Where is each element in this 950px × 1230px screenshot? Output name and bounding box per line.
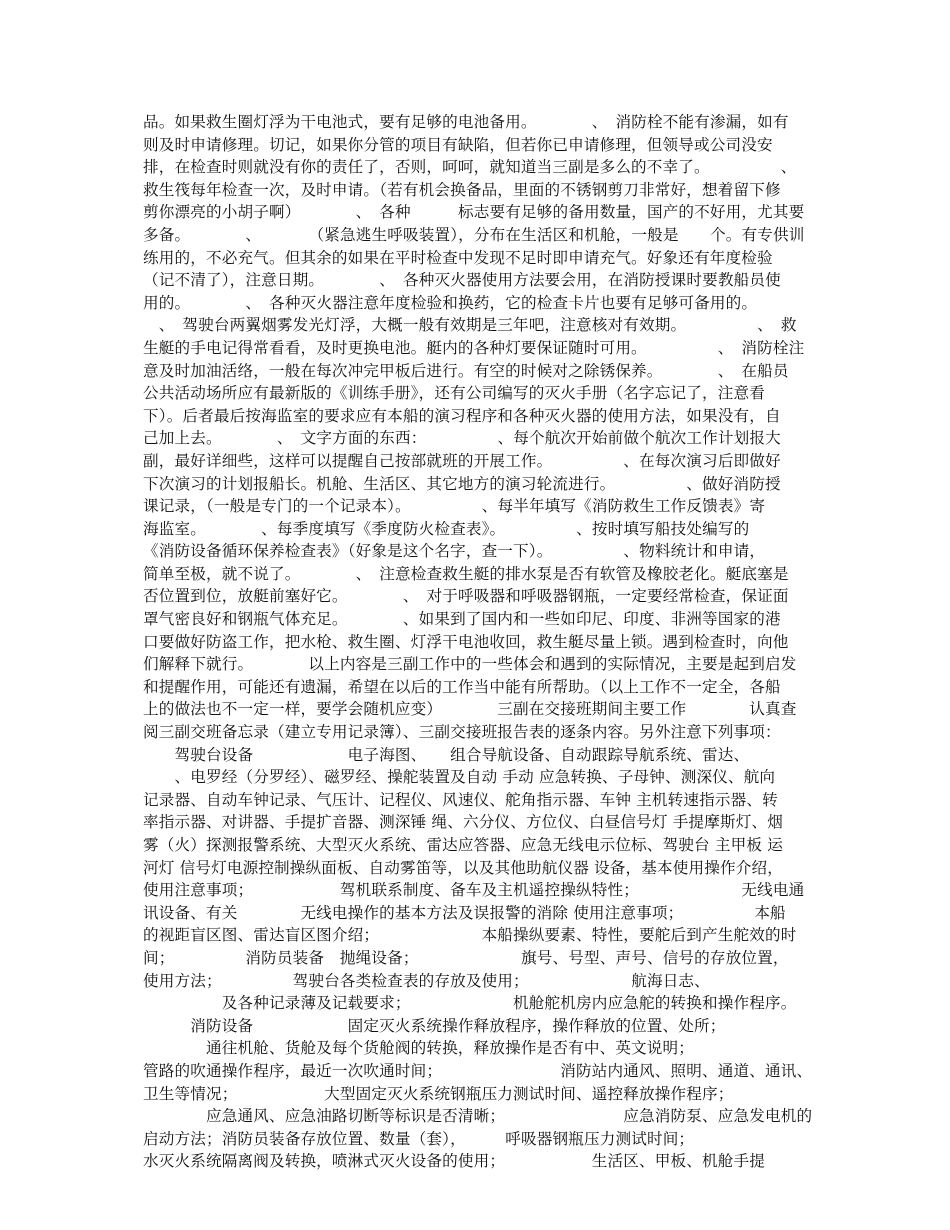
document-body [143, 111, 815, 1173]
text-line: 水灭火系统隔离阀及转换，喷淋式灭火设备的使用； 生活区、甲板、机舱手提 [143, 1152, 765, 1171]
text-line: 们解释下就行。 以上内容是三副工作中的一些体会和遇到的实际情况，主要是起到启发 [143, 655, 797, 674]
text-line: 剪你漂亮的小胡子啊） 、 各种 标志要有足够的备用数量，国产的不好用，尤其要 [143, 203, 805, 222]
text-line: 间； 消防员装备 抛绳设备； 旗号、号型、声号、信号的存放位置， [143, 948, 789, 967]
text-line: 课记录，（一般是专门的一个记录本）。 、每半年填写《消防救生工作反馈表》寄 [143, 497, 766, 516]
text-line: 和提醒作用，可能还有遗漏，希望在以后的工作当中能有所帮助。（以上工作不一定全，各船 [143, 677, 781, 696]
text-line: 河灯 信号灯电源控制操纵面板、自动雾笛等，以及其他助航仪器 设备，基本使用操作介绍， [143, 858, 783, 877]
text-line: 《消防设备循环保养检查表》（好象是这个名字，查一下）。 、物料统计和申请， [143, 542, 766, 561]
text-line: 阅三副交班备忘录（建立专用记录簿）、三副交接班报告表的逐条内容。另外注意下列事项： [143, 723, 781, 742]
text-line: 己加上去。 、 文字方面的东西： 、每个航次开始前做个航次工作计划报大 [143, 429, 781, 448]
text-line: 公共活动场所应有最新版的《训练手册》，还有公司编写的灭火手册（名字忘记了，注意看 [143, 384, 765, 403]
text-line: 记录器、自动车钟记录、气压计、记程仪、风速仪、舵角指示器、车钟 主机转速指示器、转 [143, 790, 778, 809]
text-line: 的视距盲区图、雷达盲区图介绍； 本船操纵要素、特性，要舵后到产生舵效的时 [143, 926, 797, 945]
text-line: 否位置到位，放艇前塞好它。 、 对于呼吸器和呼吸器钢瓶，一定要经常检查，保证面 [143, 587, 789, 606]
text-line: 消防设备 固定灭火系统操作释放程序，操作释放的位置、处所； [143, 1016, 726, 1035]
text-line: 通往机舱、货舱及每个货舱阀的转换，释放操作是否有中、英文说明； [143, 1039, 695, 1058]
text-line: 海监室。 、每季度填写《季度防火检查表》。 、按时填写船技处编写的 [143, 519, 750, 538]
text-line: 练用的，不必充气。但其余的如果在平时检查中发现不足时即申请充气。好象还有年度检验 [143, 248, 773, 267]
text-line: 驾驶台设备 电子海图、 组合导航设备、自动跟踪导航系统、雷达、 [143, 745, 750, 764]
text-line: 应急通风、应急油路切断等标识是否清晰； 应急消防泵、应急发电机的 [143, 1107, 813, 1126]
text-line: 口要做好防盗工作，把水枪、救生圈、灯浮干电池收回，救生艇尽量上锁。遇到检查时，向他 [143, 632, 789, 651]
text-line: 、 驾驶台两翼烟雾发光灯浮，大概一般有效期是三年吧，注意核对有效期。 、 救 [143, 316, 797, 335]
text-line: 管路的吹通操作程序，最近一次吹通时间； 消防站内通风、照明、通道、通讯、 [143, 1061, 813, 1080]
text-line: 启动方法；消防员装备存放位置、数量（套）， 呼吸器钢瓶压力测试时间； [143, 1129, 695, 1148]
text-line: 意及时加油活络，一般在每次冲完甲板后进行。有空的时候对之除锈保养。 、 在船员 [143, 361, 789, 380]
text-line: 使用注意事项； 驾机联系制度、备车及主机遥控操纵特性； 无线电通 [143, 881, 805, 900]
text-line: 下次演习的计划报船长。机舱、生活区、其它地方的演习轮流进行。 、做好消防授 [143, 474, 781, 493]
text-line: 品。如果救生圈灯浮为干电池式，要有足够的电池备用。 、 消防栓不能有渗漏，如有 [143, 113, 789, 131]
text-line: 及各种记录薄及记载要求； 机舱舵机房内应急舵的转换和操作程序。 [143, 994, 797, 1013]
text-line: 雾（火）探测报警系统、大型灭火系统、雷达应答器、应急无线电示位标、驾驶台 主甲板 运 [143, 836, 783, 854]
text-line: 副，最好详细些，这样可以提醒自己按部就班的开展工作。 、在每次演习后即做好 [143, 451, 781, 470]
text-line: 罩气密良好和钢瓶气体充足。 、如果到了国内和一些如印尼、印度、非洲等国家的港 [143, 610, 781, 629]
text-line: 简单至极，就不说了。 、 注意检查救生艇的排水泵是否有软管及橡胶老化。艇底塞是 [143, 564, 789, 583]
text-line: 使用方法； 驾驶台各类检查表的存放及使用； 航海日志、 [143, 971, 710, 990]
text-line: 多备。 、 （紧急逃生呼吸装置），分布在生活区和机舱，一般是 个。有专供训 [143, 225, 805, 244]
text-line: 卫生等情况； 大型固定灭火系统钢瓶压力测试时间、遥控释放操作程序； [143, 1084, 734, 1103]
text-line: 下）。后者最后按海监室的要求应有本船的演习程序和各种灭火器的使用方法，如果没有，自 [143, 406, 781, 425]
text-line: （记不清了），注意日期。 、 各种灭火器使用方法要会用，在消防授课时要教船员使 [143, 271, 781, 290]
text-line: 率指示器、对讲器、手提扩音器、测深锤 绳、六分仪、方位仪、白昼信号灯 手提摩斯灯、烟 [143, 813, 783, 832]
text-line: 讯设备、有关 无线电操作的基本方法及误报警的消除 使用注意事项； 本船 [143, 903, 786, 922]
text-line: 则及时申请修理。切记，如果你分管的项目有缺陷，但若你已申请修理，但领导或公司没安 [143, 135, 773, 154]
text-line: 救生筏每年检查一次，及时申请。（若有机会换备品，里面的不锈钢剪刀非常好，想着留下修 [143, 180, 781, 199]
text-line: 用的。 、 各种灭火器注意年度检验和换药，它的检查卡片也要有足够可备用的。 [143, 293, 758, 312]
text-line: 排，在检查时则就没有你的责任了，否则，呵呵，就知道当三副是多么的不幸了。 、 [143, 158, 797, 177]
text-line: 上的做法也不一定一样，要学会随机应变） 三副在交接班期间主要工作 认真查 [143, 700, 797, 719]
text-line: 生艇的手电记得常看看，及时更换电池。艇内的各种灯要保证随时可用。 、 消防栓注 [143, 338, 805, 357]
text-line: 、电罗经（分罗经）、磁罗经、操舵装置及自动 手动 应急转换、子母钟、测深仪、航向 [143, 768, 776, 787]
